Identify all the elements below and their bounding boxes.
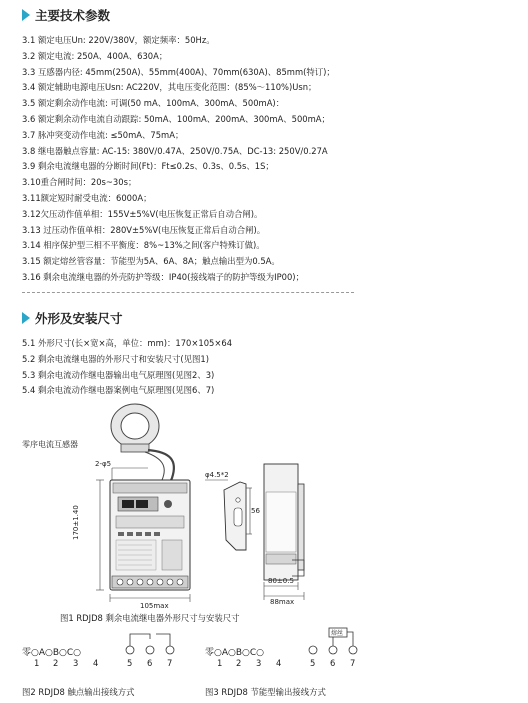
spec-item: 3.6 额定剩余动作电流自动跟踪: 50mA、100mA、200mA、300mA、500mA； <box>22 113 330 124</box>
figure2-terminals: 零○A○B○C○ <box>22 648 82 658</box>
terminal-number: 3 <box>256 658 262 668</box>
ct-label: 零序电流互感器 <box>22 440 78 449</box>
figure3-terminals: 零○A○B○C○ <box>205 648 265 658</box>
spec-item: 3.12欠压动作值单相：155V±5%V(电压恢复正常后自动合闸)。 <box>22 208 263 219</box>
section2-title: 外形及安装尺寸 <box>22 309 123 327</box>
width-dimension-label: 105max <box>140 602 169 610</box>
dimension-item: 5.3 剩余电流动作继电器输出电气原理图(见图2、3) <box>22 369 215 380</box>
terminal-number: 5 <box>127 658 133 668</box>
figure1-caption: 图1 RDJD8 剩余电流继电器外形尺寸与安装尺寸 <box>60 613 240 623</box>
terminal-number: 4 <box>93 658 99 668</box>
spec-item: 3.14 相序保护型三相不平衡度：8%~13%之间(客户特殊订做)。 <box>22 240 265 251</box>
section-marker-icon <box>22 312 30 324</box>
spec-item: 3.4 额定辅助电源电压Usn: AC220V，其电压变化范围：(85%～110%)Usn； <box>22 82 317 93</box>
spec-item: 3.1 额定电压Un: 220V/380V，额定频率：50Hz。 <box>22 35 215 45</box>
terminal-number: 1 <box>34 658 40 668</box>
terminal-number: 5 <box>310 658 316 668</box>
terminal-number: 2 <box>236 658 242 668</box>
figure3-caption: 图3 RDJD8 节能型输出接线方式 <box>205 687 326 697</box>
side-hole-label: φ4.5*2 <box>205 471 229 479</box>
terminal-number: 7 <box>167 658 173 668</box>
relay-front-view <box>110 480 190 590</box>
spec-item: 3.15 额定熔丝管容量：节能型为5A、6A、8A；触点输出型为0.5A。 <box>22 256 280 267</box>
terminal-number: 6 <box>147 658 153 668</box>
section-divider <box>22 292 354 293</box>
spec-item: 3.3 互感器内径: 45mm(250A)、55mm(400A)、70mm(630A)、85mm(特订)； <box>22 66 335 77</box>
spec-item: 3.5 额定剩余动作电流: 可调(50 mA、100mA、300mA、500mA)： <box>22 98 285 109</box>
dimension-list <box>22 336 522 399</box>
spec-item: 3.2 额定电流: 250A、400A、630A； <box>22 50 168 61</box>
figure2-contacts <box>110 630 200 658</box>
terminal-number: 2 <box>53 658 59 668</box>
hole-dimension-label: 2-φ5 <box>95 460 112 468</box>
side-width-label-2: 88max <box>270 598 295 606</box>
dimension-item: 5.2 剩余电流继电器的外形尺寸和安装尺寸(见图1) <box>22 353 209 364</box>
section-marker-icon <box>22 9 30 21</box>
spec-item: 3.11额定短时耐受电流：6000A； <box>22 192 152 203</box>
terminal-number: 6 <box>330 658 336 668</box>
spec-item: 3.9 剩余电流继电器的分断时间(Ft)：Ft≤0.2s、0.3s、0.5s、1S； <box>22 161 274 172</box>
terminal-number: 7 <box>350 658 356 668</box>
spec-item: 3.13 过压动作值单相：280V±5%V(电压恢复正常后自动合闸)。 <box>22 224 266 235</box>
spec-item: 3.7 脉冲突变动作电流: ≤50mA、75mA； <box>22 129 184 140</box>
terminal-number: 3 <box>73 658 79 668</box>
spec-item: 3.10重合闸时间：20s~30s； <box>22 177 137 188</box>
side-width-label-1: 80±0.5 <box>268 577 294 585</box>
current-transformer <box>111 404 174 492</box>
spec-item: 3.16 剩余电流继电器的外壳防护等级：IP40(接线端子的防护等级为IP00)； <box>22 271 304 282</box>
terminal-number: 4 <box>276 658 282 668</box>
dimension-item: 5.1 外形尺寸(长×宽×高，单位：mm)：170×105×64 <box>22 338 233 348</box>
relay-side-view <box>264 464 304 580</box>
spec-list <box>22 33 522 286</box>
dimension-item: 5.4 剩余电流动作继电器案例电气原理图(见图6、7) <box>22 385 215 396</box>
spec-item: 3.8 继电器触点容量: AC-15: 380V/0.47A、250V/0.75A、DC-13: 250V/0.27A <box>22 145 328 156</box>
side-dimension-label: 56 <box>251 507 260 515</box>
section1-title: 主要技术参数 <box>22 6 110 24</box>
height-dimension-label: 170±1.40 <box>72 505 80 540</box>
mounting-bracket-view <box>205 480 252 550</box>
terminal-number: 1 <box>217 658 223 668</box>
figure2-caption: 图2 RDJD8 触点输出接线方式 <box>22 687 135 697</box>
fuse-label: 熔丝 <box>331 630 344 637</box>
